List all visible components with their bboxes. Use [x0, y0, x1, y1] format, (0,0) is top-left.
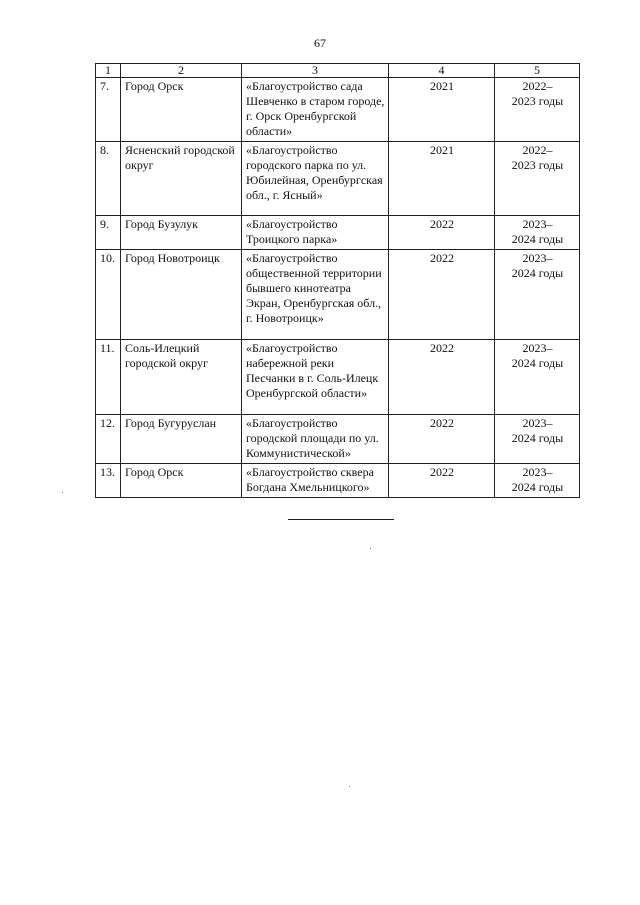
- territory-cell: Город Бузулук: [121, 216, 242, 250]
- period-years: 2023–: [522, 251, 553, 265]
- row-number: 8.: [96, 142, 121, 216]
- period-unit: 2024 годы: [511, 266, 564, 280]
- period-cell: [495, 216, 580, 250]
- row-number: 10.: [96, 250, 121, 340]
- project-cell: «Благоустройство сада Шевченко в старом городе, г. Орск Оренбургской области»: [242, 78, 389, 142]
- period-years: 2023–: [522, 465, 553, 479]
- period-cell: [495, 415, 580, 464]
- table-row: [96, 415, 580, 464]
- column-header: 2: [121, 64, 242, 78]
- year-cell: 2022: [389, 415, 495, 464]
- period-cell: [495, 142, 580, 216]
- table-row: [96, 250, 580, 340]
- scan-speck: [370, 548, 371, 549]
- period-years: 2022–: [522, 143, 553, 157]
- page-number: 67: [314, 36, 326, 50]
- period-unit: 2024 годы: [511, 232, 564, 246]
- territory-cell: Город Орск: [121, 78, 242, 142]
- year-cell: 2021: [389, 142, 495, 216]
- period-unit: 2024 годы: [511, 480, 564, 494]
- table-row: [96, 216, 580, 250]
- end-separator-line: [288, 519, 394, 520]
- project-cell: «Благоустройство набережной реки Песчанки в г. Соль-Илецк Оренбургской области»: [242, 340, 389, 415]
- project-cell: «Благоустройство сквера Богдана Хмельницкого»: [242, 464, 389, 498]
- territory-cell: Ясненский городской округ: [121, 142, 242, 216]
- year-cell: 2021: [389, 78, 495, 142]
- period-cell: [495, 340, 580, 415]
- period-cell: [495, 464, 580, 498]
- territory-cell: Город Новотроицк: [121, 250, 242, 340]
- period-unit: 2023 годы: [511, 158, 564, 172]
- projects-table: [95, 63, 580, 498]
- territory-cell: Город Бугуруслан: [121, 415, 242, 464]
- project-cell: «Благоустройство городской площади по ул. Коммунистической»: [242, 415, 389, 464]
- project-cell: «Благоустройство городского парка по ул. Юбилейная, Оренбургская обл., г. Ясный»: [242, 142, 389, 216]
- row-number: 11.: [96, 340, 121, 415]
- period-years: 2023–: [522, 341, 553, 355]
- row-number: 9.: [96, 216, 121, 250]
- table-row: [96, 78, 580, 142]
- territory-cell: Город Орск: [121, 464, 242, 498]
- period-years: 2023–: [522, 217, 553, 231]
- table-row: [96, 464, 580, 498]
- column-header: 3: [242, 64, 389, 78]
- year-cell: 2022: [389, 340, 495, 415]
- year-cell: 2022: [389, 464, 495, 498]
- period-cell: [495, 78, 580, 142]
- territory-cell: Соль-Илецкий городской округ: [121, 340, 242, 415]
- year-cell: 2022: [389, 250, 495, 340]
- row-number: 7.: [96, 78, 121, 142]
- row-number: 13.: [96, 464, 121, 498]
- project-cell: «Благоустройство общественной территории бывшего кинотеатра Экран, Оренбургская обл., г. Новотроицк»: [242, 250, 389, 340]
- period-years: 2022–: [522, 79, 553, 93]
- period-unit: 2024 годы: [511, 356, 564, 370]
- period-unit: 2024 годы: [511, 431, 564, 445]
- table-row: [96, 142, 580, 216]
- period-years: 2023–: [522, 416, 553, 430]
- scan-speck: [349, 786, 350, 787]
- column-header: 4: [389, 64, 495, 78]
- table-row: [96, 340, 580, 415]
- column-header: 1: [96, 64, 121, 78]
- year-cell: 2022: [389, 216, 495, 250]
- scan-speck: [62, 492, 63, 493]
- row-number: 12.: [96, 415, 121, 464]
- period-cell: [495, 250, 580, 340]
- period-unit: 2023 годы: [511, 94, 564, 108]
- table-header-row: [96, 64, 580, 78]
- column-header: 5: [495, 64, 580, 78]
- project-cell: «Благоустройство Троицкого парка»: [242, 216, 389, 250]
